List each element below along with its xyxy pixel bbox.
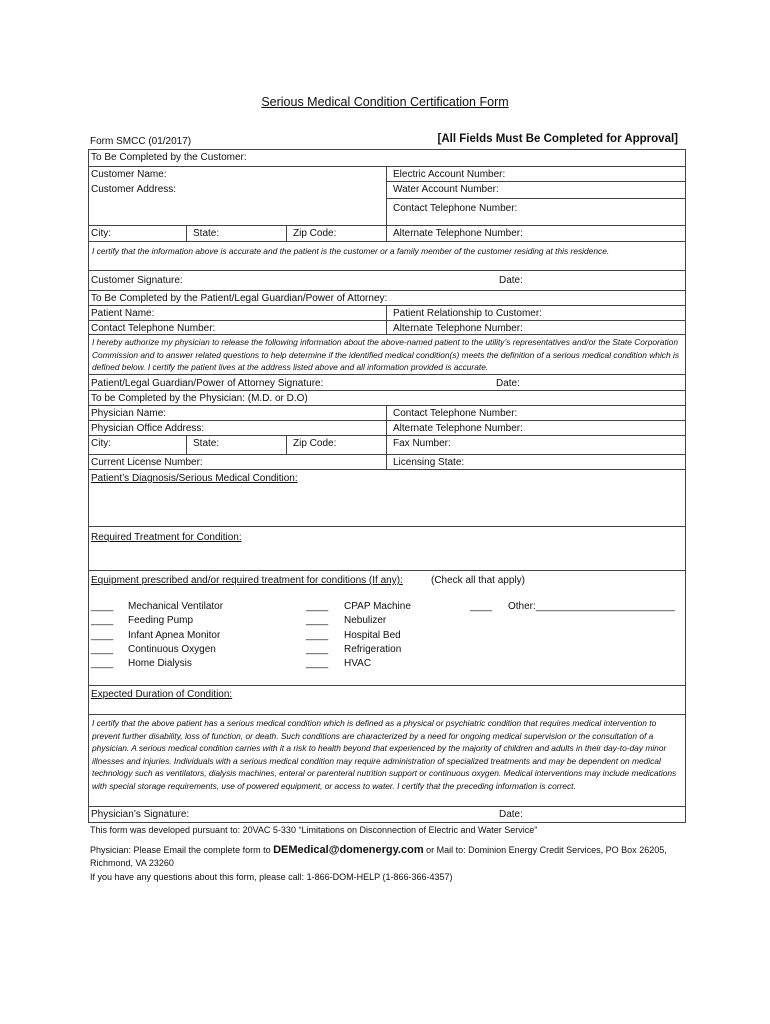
duration-row[interactable] xyxy=(89,685,685,700)
license-number-label: Current License Number: xyxy=(91,457,203,468)
duration-label: Expected Duration of Condition: xyxy=(91,689,233,700)
form-table xyxy=(88,149,686,823)
equipment-row xyxy=(89,570,685,586)
checkbox-blank[interactable]: ____ xyxy=(306,615,329,626)
physician-certify-text: I certify that the above patient has a serious medical condition which is defined as a physical or psychiatric condition that requires medical intervention to prevent further disability, loss of function, or death. Such conditions are characterized by a need for ongoing medical supervision or the consultation of a physician. A serious medical condition carries with it a risk to health beyond that experienced by the majority of children and adults in their day-to-day minor illnesses and injuries. Individuals with a serious medical condition may require administration of specialized treatments and may be dependent on medical technology such as ventilators, dialysis machines, enteral or parenteral nutrition support or continuous oxygen. Medical interventions may include medications with special storage requirements, use of powered equipment, or access to water. I certify that the preceding information is correct. xyxy=(92,718,677,791)
physician-certify-row xyxy=(89,714,685,791)
patient-section-label: To Be Completed by the Patient/Legal Guardian/Power of Attorney: xyxy=(91,293,388,304)
equipment-item: Home Dialysis xyxy=(128,658,192,669)
contact-phone-row[interactable] xyxy=(386,198,685,214)
physician-section-label: To be Completed by the Physician: (M.D. or D.O) xyxy=(91,393,308,404)
customer-city-row[interactable] xyxy=(89,225,685,239)
equipment-label: Equipment prescribed and/or required treatment for conditions (If any): xyxy=(91,575,403,586)
water-account-row[interactable] xyxy=(386,181,685,195)
customer-zip-label: Zip Code: xyxy=(293,228,337,239)
diagnosis-label: Patient’s Diagnosis/Serious Medical Condition: xyxy=(91,473,298,484)
physician-address-row[interactable] xyxy=(89,420,685,434)
checkbox-blank[interactable]: ____ xyxy=(306,601,329,612)
footer-email-prefix: Physician: Please Email the complete form to xyxy=(90,845,274,855)
water-account-label: Water Account Number: xyxy=(393,184,499,195)
patient-date-label: Date: xyxy=(496,378,520,389)
email-link[interactable]: DEMedical@domenergy.com xyxy=(273,844,424,856)
patient-alt-phone-label: Alternate Telephone Number: xyxy=(393,323,523,334)
equipment-item: Feeding Pump xyxy=(128,615,194,626)
form-title: Serious Medical Condition Certification Form xyxy=(261,95,509,109)
equipment-item: Continuous Oxygen xyxy=(128,644,216,655)
footer-questions: If you have any questions about this form, please call: 1-866-DOM-HELP (1-866-366-4357) xyxy=(90,872,453,882)
treatment-row[interactable] xyxy=(89,526,685,543)
patient-authorize-text: I hereby authorize my physician to release the following information about the above-named patient to the utility’s representatives and/or the State Corporation Commission and to answer related questions to help determine if the identified medical condition(s) meets the definition of a serious medical condition which is defined below. I certify the patient lives at the address listed above and all information provided is accurate. xyxy=(92,337,680,373)
licensing-state-label: Licensing State: xyxy=(393,457,465,468)
checkbox-blank[interactable]: ____ xyxy=(91,658,114,669)
patient-contact-phone-label: Contact Telephone Number: xyxy=(91,323,216,334)
checkbox-blank[interactable]: ____ xyxy=(306,658,329,669)
physician-zip-label: Zip Code: xyxy=(293,438,337,449)
checkbox-blank[interactable]: ____ xyxy=(91,601,114,612)
equipment-item: Infant Apnea Monitor xyxy=(128,630,221,641)
patient-section-row xyxy=(89,290,685,304)
physician-signature-label: Physician’s Signature: xyxy=(91,809,190,820)
checkbox-blank[interactable]: ____ xyxy=(470,601,493,612)
footer-address: Richmond, VA 23260 xyxy=(90,858,174,868)
form-id: Form SMCC (01/2017) xyxy=(90,136,192,147)
checkbox-blank[interactable]: ____ xyxy=(91,630,114,641)
approval-note: [All Fields Must Be Completed for Approval] xyxy=(437,133,678,145)
equipment-item: Mechanical Ventilator xyxy=(128,601,224,612)
form-header xyxy=(88,133,686,149)
electric-account-label: Electric Account Number: xyxy=(393,169,506,180)
customer-date-label: Date: xyxy=(499,275,523,286)
patient-name-label: Patient Name: xyxy=(91,308,155,319)
physician-contact-phone-label: Contact Telephone Number: xyxy=(393,408,518,419)
physician-section-row xyxy=(89,390,685,404)
customer-state-label: State: xyxy=(193,228,220,239)
customer-certify-row xyxy=(89,241,685,256)
equipment-item: Nebulizer xyxy=(344,615,387,626)
physician-name-label: Physician Name: xyxy=(91,408,167,419)
physician-city-row[interactable] xyxy=(89,435,685,449)
equipment-item: HVAC xyxy=(344,658,372,669)
customer-name-label: Customer Name: xyxy=(91,169,167,180)
customer-signature-row[interactable] xyxy=(89,270,685,286)
footer-regulation: This form was developed pursuant to: 20VAC 5-330 “Limitations on Disconnection of Electric and Water Service” xyxy=(90,825,538,835)
equipment-other[interactable]: Other:_________________________ xyxy=(508,601,675,612)
physician-fax-label: Fax Number: xyxy=(393,438,451,449)
customer-address-label: Customer Address: xyxy=(91,184,177,195)
patient-authorize-row xyxy=(89,334,685,373)
equipment-item: CPAP Machine xyxy=(344,601,411,612)
treatment-label: Required Treatment for Condition: xyxy=(91,532,242,543)
physician-name-row[interactable] xyxy=(89,405,685,419)
checkbox-blank[interactable]: ____ xyxy=(306,630,329,641)
customer-name-row[interactable] xyxy=(89,166,685,180)
patient-signature-label: Patient/Legal Guardian/Power of Attorney Signature: xyxy=(91,378,324,389)
physician-date-label: Date: xyxy=(499,809,523,820)
customer-section-label: To Be Completed by the Customer: xyxy=(91,152,247,163)
physician-city-label: City: xyxy=(91,438,111,449)
checkbox-blank[interactable]: ____ xyxy=(91,644,114,655)
patient-name-row[interactable] xyxy=(89,305,685,319)
footer-contact xyxy=(90,844,667,856)
customer-certify-text: I certify that the information above is accurate and the patient is the customer or a family member of the customer residing at this residence. xyxy=(92,246,610,256)
patient-phone-row[interactable] xyxy=(89,320,685,334)
customer-alt-phone-label: Alternate Telephone Number: xyxy=(393,228,523,239)
check-all-label: (Check all that apply) xyxy=(431,575,525,586)
physician-office-address-label: Physician Office Address: xyxy=(91,423,205,434)
physician-license-row[interactable] xyxy=(89,454,685,468)
diagnosis-row[interactable] xyxy=(89,469,685,484)
customer-city-label: City: xyxy=(91,228,111,239)
patient-relationship-label: Patient Relationship to Customer: xyxy=(393,308,542,319)
customer-signature-label: Customer Signature: xyxy=(91,275,183,286)
physician-state-label: State: xyxy=(193,438,220,449)
equipment-item: Refrigeration xyxy=(344,644,402,655)
customer-contact-phone-label: Contact Telephone Number: xyxy=(393,203,518,214)
equipment-item: Hospital Bed xyxy=(344,630,401,641)
physician-alt-phone-label: Alternate Telephone Number: xyxy=(393,423,523,434)
checkbox-blank[interactable]: ____ xyxy=(91,615,114,626)
checkbox-blank[interactable]: ____ xyxy=(306,644,329,655)
patient-signature-row[interactable] xyxy=(89,374,685,389)
physician-signature-row[interactable] xyxy=(89,806,685,820)
footer-email-suffix: or Mail to: Dominion Energy Credit Services, PO Box 26205, xyxy=(423,845,667,855)
